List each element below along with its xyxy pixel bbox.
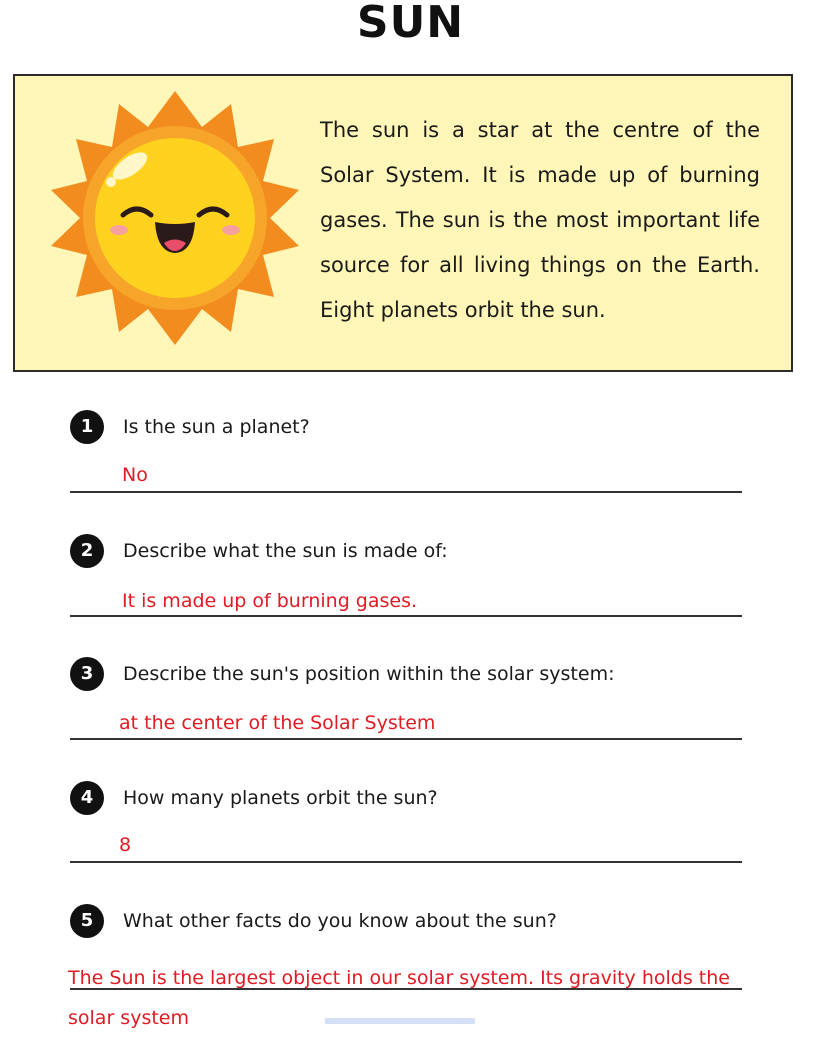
- question-number: 1: [70, 410, 104, 444]
- answer-text[interactable]: 8: [119, 834, 132, 856]
- question-text: Describe what the sun is made of:: [123, 540, 448, 562]
- question-text: Describe the sun's position within the solar system:: [123, 663, 615, 685]
- question-text: How many planets orbit the sun?: [123, 787, 438, 809]
- question-text: What other facts do you know about the sun?: [123, 910, 557, 932]
- answer-text[interactable]: It is made up of burning gases.: [122, 590, 418, 612]
- scan-mark: [325, 1018, 475, 1024]
- question-number: 2: [70, 534, 104, 568]
- question-number: 3: [70, 657, 104, 691]
- question-number: 4: [70, 781, 104, 815]
- answer-line: [70, 988, 742, 990]
- answer-line: [70, 861, 742, 863]
- sun-illustration: [45, 88, 305, 348]
- question-text: Is the sun a planet?: [123, 416, 310, 438]
- answer-text-long[interactable]: The Sun is the largest object in our solar system. Its gravity holds the solar system: [68, 967, 730, 1029]
- answer-text[interactable]: No: [122, 464, 148, 486]
- question-number: 5: [70, 904, 104, 938]
- answer-line: [70, 615, 742, 617]
- answer-text[interactable]: at the center of the Solar System: [119, 712, 436, 734]
- worksheet-title: SUN: [356, 0, 465, 48]
- answer-line: [70, 491, 742, 493]
- info-box: [13, 74, 793, 372]
- answer-line: [70, 738, 742, 740]
- info-paragraph: The sun is a star at the centre of the Solar System. It is made up of burning gases. The sun is the most important life source for all living things on the Earth. Eight planets orbit the sun.: [320, 118, 760, 322]
